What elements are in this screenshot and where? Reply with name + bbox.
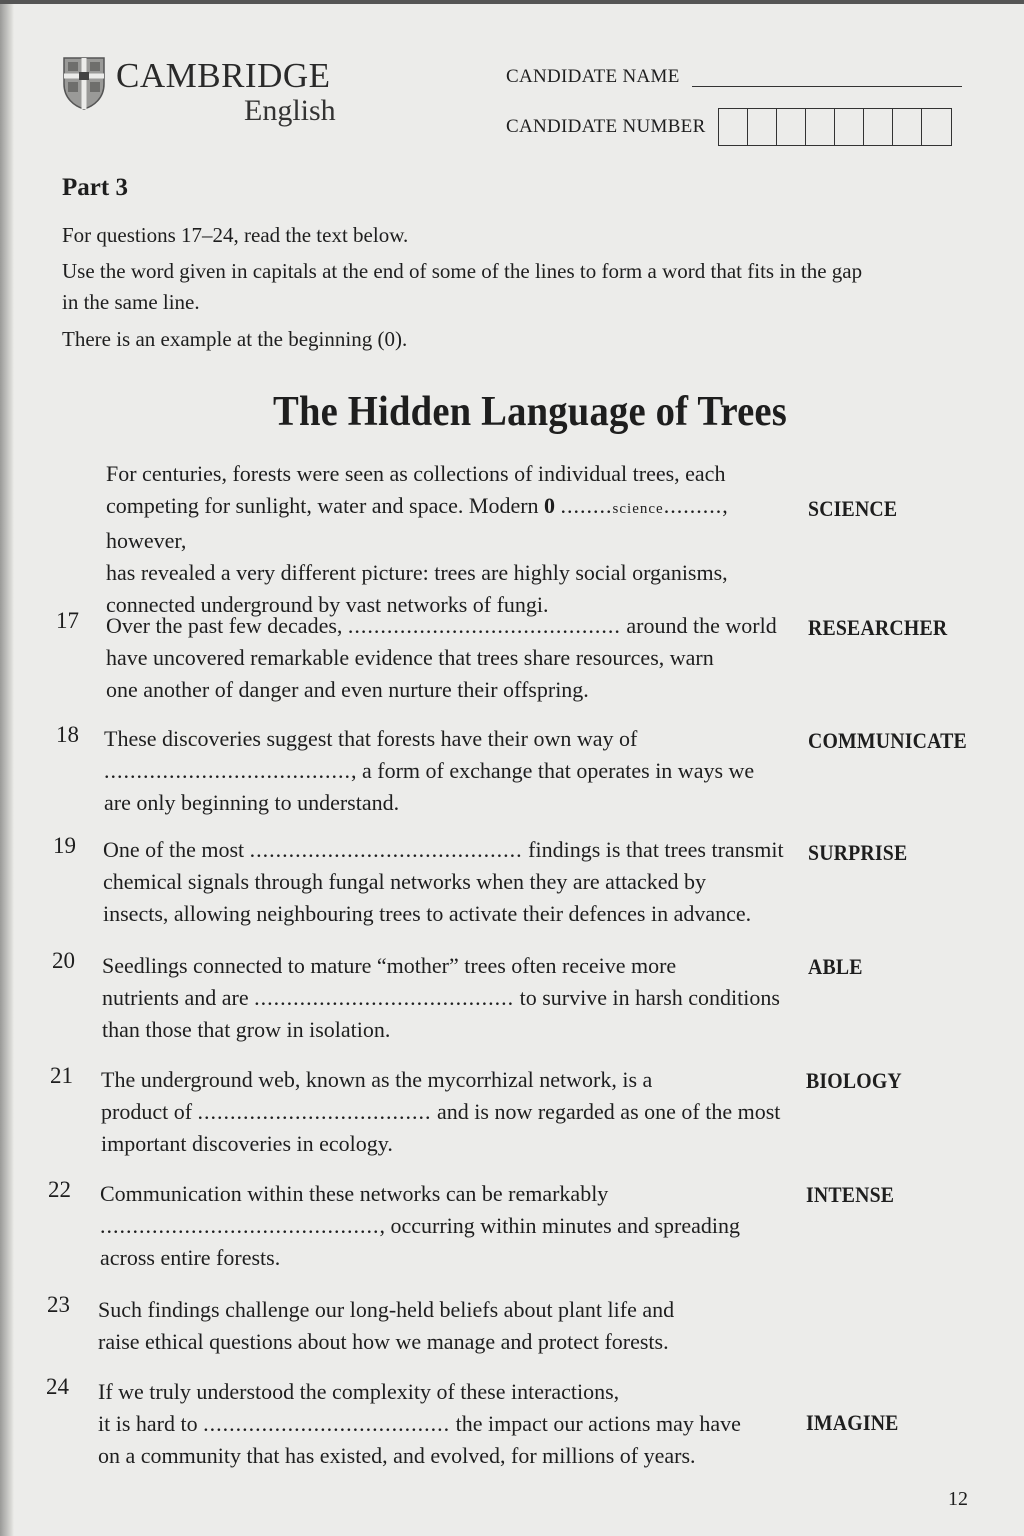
brand-subtitle: English [244,94,336,127]
question-text: Such findings challenge our long-held beliefs about plant life and [98,1297,675,1322]
example-answer: science [612,501,664,517]
question-text: one another of danger and even nurture their offspring. [106,677,589,702]
question-number: 24 [46,1374,69,1399]
answer-gap-18[interactable]: ...................................... [104,758,351,783]
question-text: If we truly understood the complexity of these interactions, [98,1379,620,1404]
question-text: chemical signals through fungal networks when they are attacked by [103,869,706,894]
question-23-text [98,1294,778,1358]
question-text: insects, allowing neighbouring trees to activate their defences in advance. [103,901,752,926]
candidate-name-label: CANDIDATE NAME [506,66,680,87]
book-spine-shadow [0,0,14,1536]
question-text: These discoveries suggest that forests have their own way of [104,726,638,751]
stem-word-19: SURPRISE [808,840,908,865]
instruction-3: There is an example at the beginning (0). [62,327,408,351]
stem-word-20: ABLE [808,954,863,979]
question-text: have uncovered remarkable evidence that trees share resources, warn [106,645,714,670]
stem-word-18: COMMUNICATE [808,728,967,753]
question-19-text [103,834,803,930]
text-title: The Hidden Language of Trees [273,389,787,435]
question-24-text [98,1376,778,1472]
question-number: 19 [53,833,76,858]
answer-gap-17[interactable]: .......................................... [347,613,621,638]
question-text: on a community that has existed, and evolved, for millions of years. [98,1443,696,1468]
question-text: , occurring within minutes and spreading [379,1213,740,1238]
candidate-number-box[interactable] [835,109,864,145]
question-text: raise ethical questions about how we manage and protect forests. [98,1329,669,1354]
question-text: it is hard to [98,1411,198,1436]
question-number: 22 [48,1177,71,1202]
stem-word-24: IMAGINE [806,1410,899,1435]
answer-gap-20[interactable]: ........................................ [254,985,515,1010]
question-text: Communication within these networks can be remarkably [100,1181,609,1206]
question-text: to survive in harsh conditions [519,985,780,1010]
candidate-number-field[interactable] [718,108,952,146]
candidate-number-box[interactable] [748,109,777,145]
example-paragraph [106,458,786,621]
candidate-number-box[interactable] [719,109,748,145]
question-text: are only beginning to understand. [104,790,400,815]
question-number: 21 [50,1063,73,1088]
answer-gap-19[interactable]: .......................................... [249,837,523,862]
question-number: 23 [47,1292,70,1317]
question-17-text [106,610,786,706]
example-line [106,490,786,557]
candidate-number-box[interactable] [893,109,922,145]
question-text: around the world [626,613,777,638]
candidate-number-box[interactable] [777,109,806,145]
stem-word-example: SCIENCE [808,496,898,521]
question-text: The underground web, known as the mycorrhizal network, is a [101,1067,653,1092]
page-number: 12 [948,1488,968,1510]
part-title: Part 3 [62,174,128,201]
example-number: 0 [544,493,556,518]
question-20-text [102,950,782,1046]
question-text: across entire forests. [100,1245,281,1270]
example-line: connected underground by vast networks of fungi. [106,592,549,617]
brand-name: CAMBRIDGE [116,56,331,95]
question-text: Over the past few decades, [106,613,343,638]
stem-word-22: INTENSE [806,1182,895,1207]
stem-word-17: RESEARCHER [808,615,948,640]
question-text: the impact our actions may have [455,1411,741,1436]
answer-gap-22[interactable]: ........................................... [100,1213,380,1238]
question-number: 20 [52,948,75,973]
question-text: Seedlings connected to mature “mother” trees often receive more [102,953,677,978]
cambridge-crest-icon [62,56,106,110]
question-21-text [101,1064,781,1160]
instruction-1: For questions 17–24, read the text below. [62,223,409,247]
question-text: findings is that trees transmit [528,837,784,862]
candidate-number-box[interactable] [806,109,835,145]
candidate-number-label: CANDIDATE NUMBER [506,116,706,137]
example-line-text: competing for sunlight, water and space. Modern [106,493,539,518]
candidate-number-box[interactable] [922,109,951,145]
candidate-number-box[interactable] [864,109,893,145]
question-text: than those that grow in isolation. [102,1017,391,1042]
question-number: 17 [56,608,79,633]
candidate-name-field[interactable] [692,86,962,87]
example-gap: ........science......... [560,493,723,518]
question-22-text [100,1178,780,1274]
example-line-text: , however, [106,493,728,553]
instruction-2: Use the word given in capitals at the end of some of the lines to form a word that fits in the gap in the same line. [62,259,863,314]
question-number: 18 [56,722,79,747]
question-text: nutrients and are [102,985,249,1010]
question-text: and is now regarded as one of the most [437,1099,781,1124]
example-line: has revealed a very different picture: trees are highly social organisms, [106,560,728,585]
question-text: product of [101,1099,193,1124]
question-text: One of the most [103,837,245,862]
example-line: For centuries, forests were seen as collections of individual trees, each [106,461,726,486]
answer-gap-24[interactable]: ...................................... [203,1411,451,1436]
top-edge [0,0,1024,4]
stem-word-21: BIOLOGY [806,1068,902,1093]
question-18-text [104,723,784,819]
answer-gap-21[interactable]: .................................... [197,1099,432,1124]
question-text: important discoveries in ecology. [101,1131,393,1156]
question-text: , a form of exchange that operates in ways we [351,758,755,783]
